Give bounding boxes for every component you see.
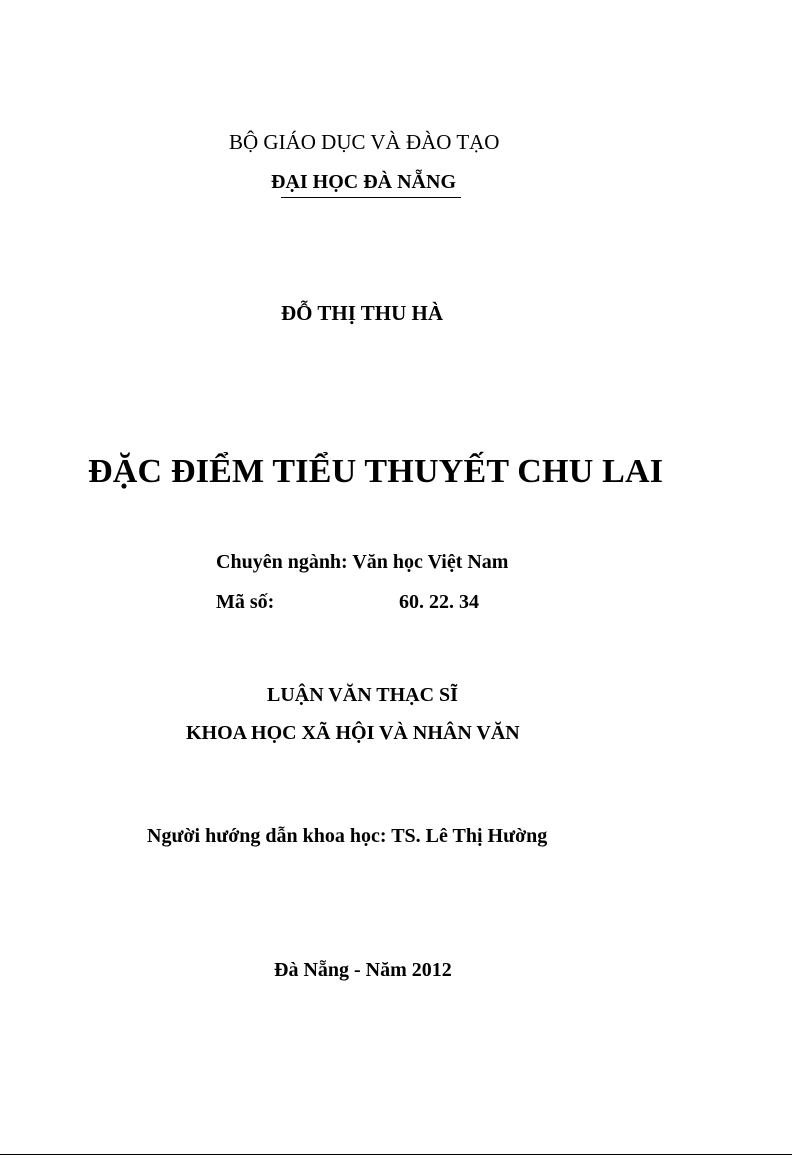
code-label: Mã số: (216, 591, 275, 613)
ministry-name: BỘ GIÁO DỤC VÀ ĐÀO TẠO (229, 130, 500, 154)
thesis-title: ĐẶC ĐIỂM TIỂU THUYẾT CHU LAI (88, 453, 664, 490)
specialization-line: Chuyên ngành: Văn học Việt Nam (216, 551, 509, 573)
university-underline (281, 197, 461, 198)
thesis-field: KHOA HỌC XÃ HỘI VÀ NHÂN VĂN (186, 722, 520, 744)
author-name: ĐỖ THỊ THU HÀ (281, 301, 444, 325)
university-name: ĐẠI HỌC ĐÀ NẴNG (271, 171, 456, 193)
place-year: Đà Nẵng - Năm 2012 (274, 959, 452, 981)
thesis-type: LUẬN VĂN THẠC SĨ (267, 684, 458, 706)
code-value: 60. 22. 34 (399, 591, 479, 613)
page-bottom-rule (0, 1154, 792, 1155)
supervisor-line: Người hướng dẫn khoa học: TS. Lê Thị Hường (147, 825, 548, 847)
